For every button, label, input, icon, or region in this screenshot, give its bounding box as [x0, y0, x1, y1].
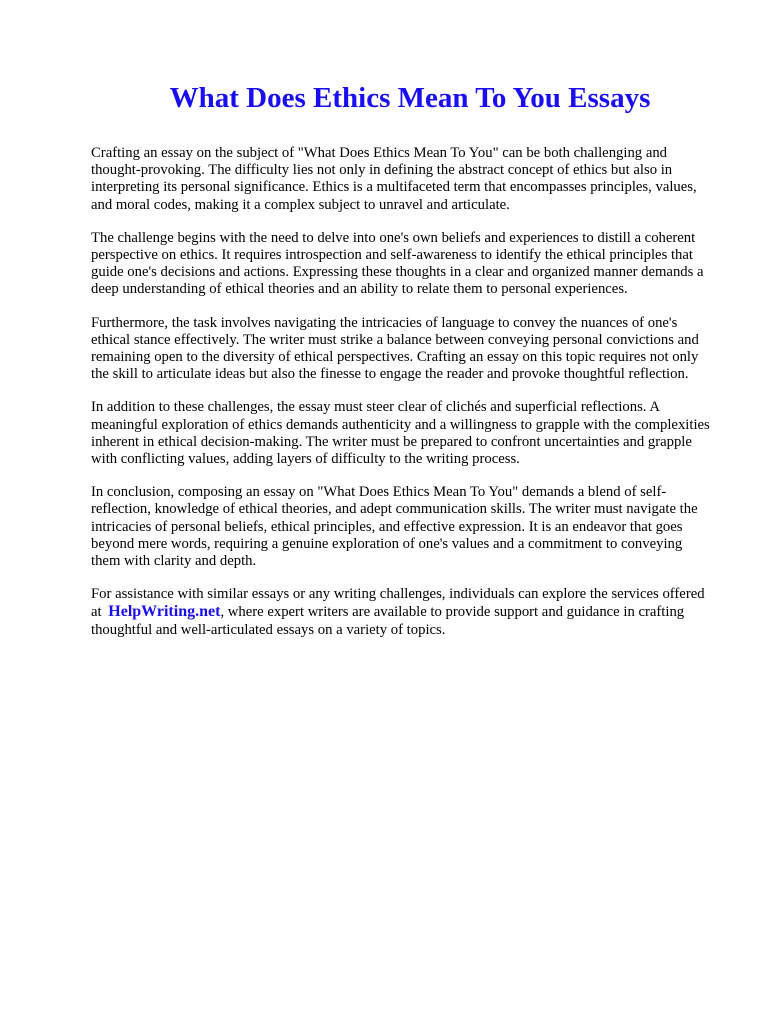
- paragraph-3: Furthermore, the task involves navigating the intricacies of language to convey the nuances of one's ethical stance effectively. The writer must strike a balance between conveying personal convictions and remaining open to the diversity of ethical perspectives. Crafting an essay on this topic requires not only the skill to articulate ideas but also the finesse to engage the reader and provoke thoughtful reflection.: [91, 314, 699, 383]
- essay-body: [91, 145, 713, 655]
- paragraph-4: In addition to these challenges, the essay must steer clear of clichés and superficial reflections. A meaningful exploration of ethics demands authenticity and a willingness to grapple with the complexities inherent in ethical decision-making. The writer must be prepared to confront uncertainties and grapple with conflicting values, adding layers of difficulty to the writing process.: [91, 399, 710, 468]
- paragraph-2: The challenge begins with the need to delve into one's own beliefs and experiences to distill a coherent perspective on ethics. It requires introspection and self-awareness to identify the ethical principles that guide one's decisions and actions. Expressing these thoughts in a clear and organized manner demands a deep understanding of ethical theories and an ability to relate them to personal experiences.: [91, 229, 704, 298]
- paragraph-5: In conclusion, composing an essay on "What Does Ethics Mean To You" demands a blend of self-reflection, knowledge of ethical theories, and adept communication skills. The writer must navigate the intricacies of personal beliefs, ethical principles, and effective expression. It is an endeavor that goes beyond mere words, requiring a genuine exploration of one's values and a commitment to conveying them with clarity and depth.: [91, 484, 698, 570]
- page-title: What Does Ethics Mean To You Essays: [169, 82, 651, 114]
- paragraph-1: Crafting an essay on the subject of "What Does Ethics Mean To You" can be both challenging and thought-provoking. The difficulty lies not only in defining the abstract concept of ethics but also in interpreting its personal significance. Ethics is a multifaceted term that encompasses principles, values, and moral codes, making it a complex subject to unravel and articulate.: [91, 145, 697, 213]
- closing-paragraph: [91, 586, 713, 639]
- closing-text-before: For assistance with similar essays or any writing challenges, individuals can explore the services offered at: [91, 586, 705, 621]
- helpwriting-link[interactable]: HelpWriting.net: [108, 603, 221, 621]
- closing-text-after: , where expert writers are available to provide support and guidance in crafting thoughtful and well-articulated essays on a variety of topics.: [91, 604, 685, 638]
